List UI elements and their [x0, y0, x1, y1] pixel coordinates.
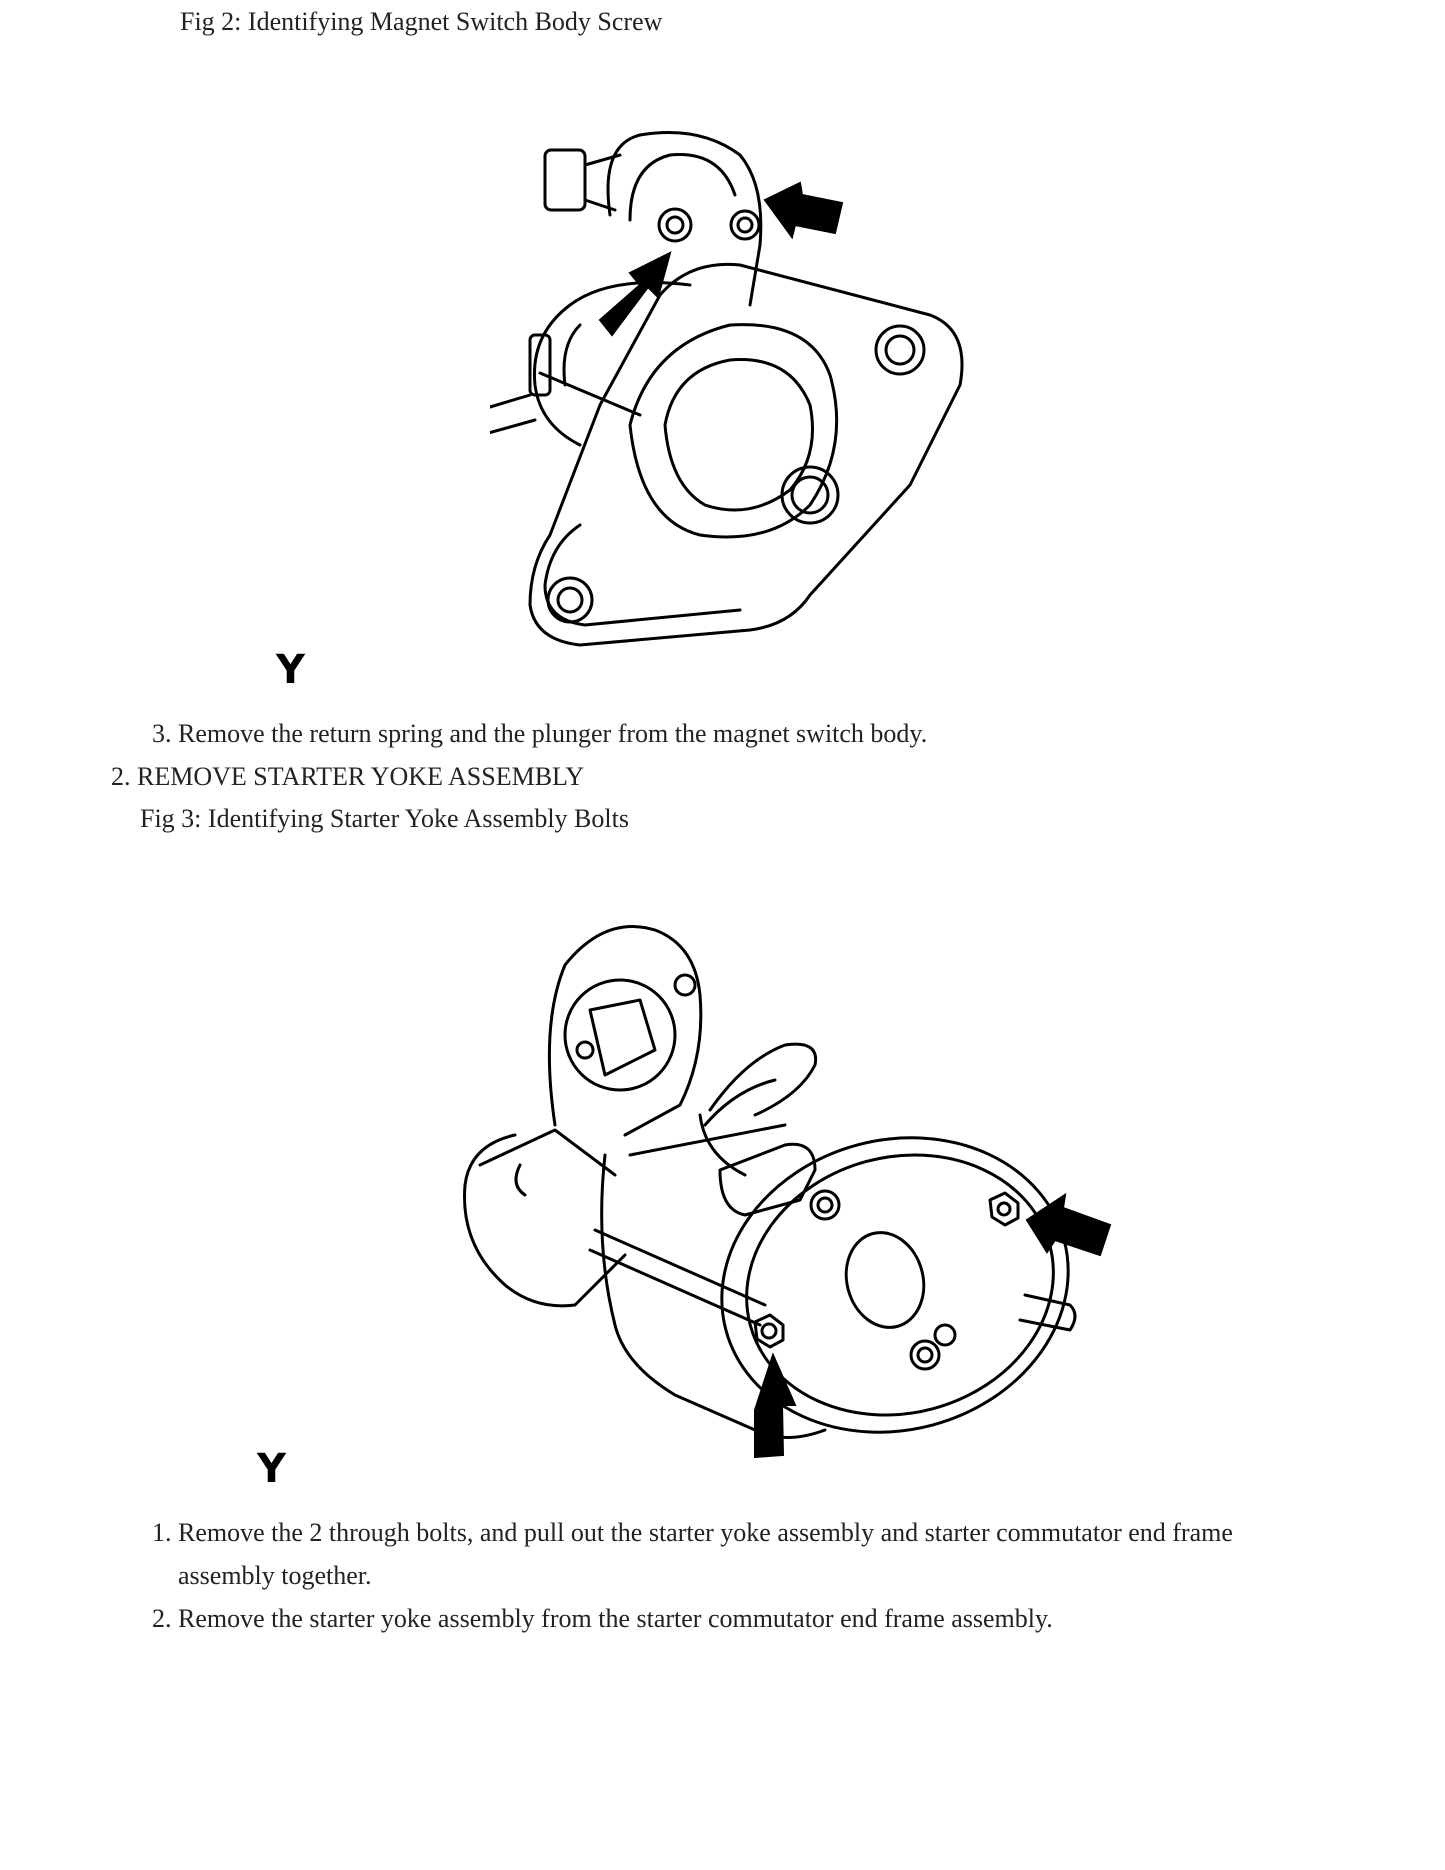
step-text-line1: Remove the 2 through bolts, and pull out the starter yoke assembly and starter commutator end frame: [178, 1518, 1233, 1547]
fig2-arrow-left: [600, 253, 670, 335]
section-number: 2.: [111, 762, 131, 791]
fig3-mark: Y: [257, 1446, 286, 1492]
fig3-arrow-bottom: [755, 1355, 795, 1457]
fig2-arrow-right: [765, 183, 842, 237]
step-b-1: [152, 1517, 1233, 1549]
fig2-mark: Y: [276, 647, 305, 693]
step-b-1-continuation: assembly together.: [178, 1561, 372, 1590]
step-number: 1.: [152, 1518, 172, 1547]
step-text: Remove the return spring and the plunger from the magnet switch body.: [178, 719, 928, 748]
step-number: 2.: [152, 1604, 172, 1633]
fig3-caption: Fig 3: Identifying Starter Yoke Assembly Bolts: [140, 804, 629, 833]
fig3-arrow-right: [1027, 1195, 1110, 1255]
step-a-3: [152, 718, 927, 750]
step-number: 3.: [152, 719, 172, 748]
fig2-starter-illustration: [490, 125, 1020, 655]
fig2-caption: Fig 2: Identifying Magnet Switch Body Screw: [180, 7, 663, 36]
section-title: REMOVE STARTER YOKE ASSEMBLY: [137, 762, 585, 791]
fig3-starter-illustration: [455, 925, 1125, 1465]
step-text: Remove the starter yoke assembly from the starter commutator end frame assembly.: [178, 1604, 1053, 1633]
step-b-2: [152, 1603, 1053, 1635]
section-heading: [111, 761, 584, 793]
